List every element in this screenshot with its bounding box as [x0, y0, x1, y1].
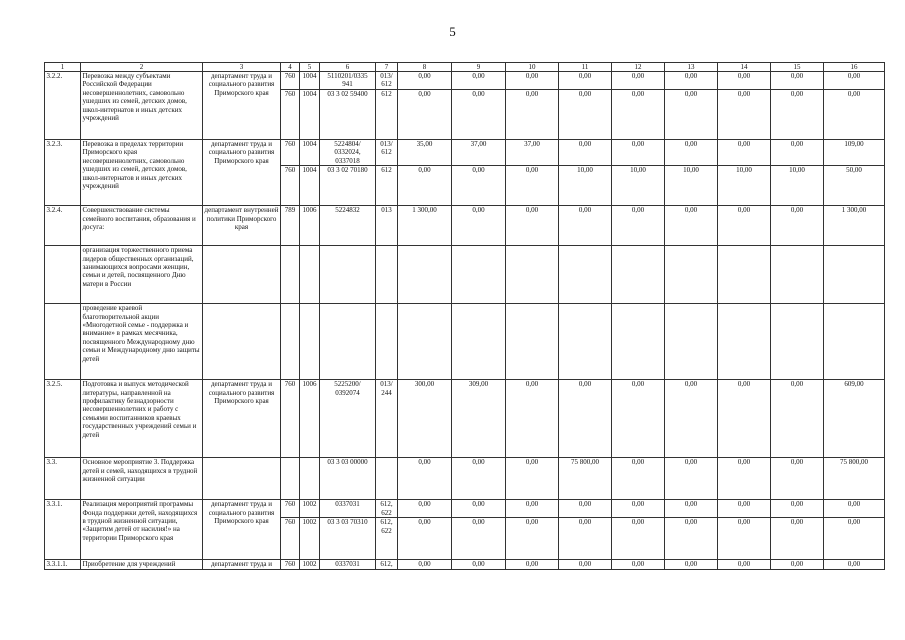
code-cell: 03 3 03 70310	[320, 518, 376, 560]
row-title: Основное мероприятие 3. Поддержка детей и семей, находящихся в трудной жизненной ситуации	[81, 458, 203, 500]
value-cell: 37,00	[452, 140, 506, 166]
value-cell: 0,00	[452, 518, 506, 560]
table-cell	[824, 246, 885, 304]
value-cell: 10,00	[665, 166, 718, 206]
table-cell	[281, 458, 300, 500]
value-cell: 0,00	[506, 518, 559, 560]
value-cell: 0,00	[665, 380, 718, 458]
table-cell	[398, 304, 452, 380]
value-cell: 0,00	[718, 560, 771, 569]
code-cell: 5224832	[320, 206, 376, 246]
column-header: 14	[718, 63, 771, 72]
table-cell	[506, 246, 559, 304]
table-cell: 760	[281, 500, 300, 518]
value-cell: 0,00	[559, 206, 612, 246]
code-cell: 5225200/ 0392074	[320, 380, 376, 458]
value-cell: 0,00	[559, 90, 612, 140]
value-cell: 0,00	[559, 518, 612, 560]
value-cell: 0,00	[771, 140, 824, 166]
executor-cell: департамент внутренней политики Приморского края	[203, 206, 281, 246]
value-cell: 0,00	[771, 90, 824, 140]
value-cell: 0,00	[718, 140, 771, 166]
value-cell: 0,00	[612, 458, 665, 500]
value-cell: 0,00	[452, 72, 506, 90]
column-header: 4	[281, 63, 300, 72]
row-number: 3.3.1.1.	[45, 560, 81, 569]
value-cell: 0,00	[824, 500, 885, 518]
table-cell	[45, 246, 81, 304]
value-cell: 0,00	[771, 518, 824, 560]
table-cell: 760	[281, 72, 300, 90]
row-title: Реализация мероприятий программы Фонда поддержки детей, находящихся в трудной жизненной ситуации, «Защитим детей от насилия!» на территории Приморского края	[81, 500, 203, 560]
value-cell: 0,00	[506, 206, 559, 246]
page-number: 5	[449, 24, 456, 39]
column-header: 6	[320, 63, 376, 72]
table-cell: 1002	[300, 518, 320, 560]
value-cell: 109,00	[824, 140, 885, 166]
value-cell: 0,00	[771, 458, 824, 500]
executor-cell: департамент труда и	[203, 560, 281, 569]
value-cell: 0,00	[771, 206, 824, 246]
value-cell: 0,00	[824, 560, 885, 569]
table-cell	[376, 458, 398, 500]
column-header: 16	[824, 63, 885, 72]
value-cell: 0,00	[398, 500, 452, 518]
column-header: 5	[300, 63, 320, 72]
value-cell: 0,00	[506, 90, 559, 140]
value-cell: 300,00	[398, 380, 452, 458]
table-cell: 612	[376, 166, 398, 206]
table-cell: 612	[376, 90, 398, 140]
value-cell: 0,00	[718, 518, 771, 560]
value-cell: 309,00	[452, 380, 506, 458]
row-title: Перевозка в пределах территории Приморского края несовершеннолетних, самовольно ушедших из семей, детских домов, школ-интернатов и иных детских учреждений	[81, 140, 203, 206]
value-cell: 0,00	[718, 90, 771, 140]
value-cell: 0,00	[665, 458, 718, 500]
table-row	[45, 560, 885, 569]
table-cell	[300, 246, 320, 304]
value-cell: 37,00	[506, 140, 559, 166]
value-cell: 0,00	[559, 140, 612, 166]
value-cell: 0,00	[718, 380, 771, 458]
value-cell: 0,00	[452, 166, 506, 206]
table-row	[45, 246, 885, 304]
value-cell: 0,00	[824, 72, 885, 90]
table-cell	[376, 246, 398, 304]
value-cell: 0,00	[665, 206, 718, 246]
value-cell: 1 300,00	[824, 206, 885, 246]
table-row	[45, 72, 885, 90]
table-cell	[281, 246, 300, 304]
value-cell: 35,00	[398, 140, 452, 166]
table-cell: 1002	[300, 500, 320, 518]
value-cell: 0,00	[398, 518, 452, 560]
table-cell: 1004	[300, 166, 320, 206]
value-cell: 0,00	[771, 380, 824, 458]
table-cell	[203, 246, 281, 304]
table-cell	[771, 304, 824, 380]
value-cell: 0,00	[612, 140, 665, 166]
value-cell: 0,00	[506, 500, 559, 518]
value-cell: 0,00	[612, 560, 665, 569]
column-header: 9	[452, 63, 506, 72]
budget-table	[44, 62, 885, 570]
table-cell: 612,	[376, 560, 398, 569]
value-cell: 0,00	[398, 166, 452, 206]
table-cell	[203, 304, 281, 380]
code-cell: 03 3 03 00000	[320, 458, 376, 500]
value-cell: 0,00	[452, 560, 506, 569]
value-cell: 0,00	[452, 90, 506, 140]
row-number: 3.2.5.	[45, 380, 81, 458]
value-cell: 0,00	[612, 518, 665, 560]
value-cell: 0,00	[559, 380, 612, 458]
value-cell: 0,00	[612, 72, 665, 90]
value-cell: 0,00	[506, 560, 559, 569]
table-row	[45, 206, 885, 246]
table-cell: 760	[281, 560, 300, 569]
table-cell	[300, 458, 320, 500]
table-cell: 013	[376, 206, 398, 246]
table-cell: 760	[281, 166, 300, 206]
table-cell	[452, 246, 506, 304]
column-header: 10	[506, 63, 559, 72]
executor-cell: департамент труда и социального развития Приморского края	[203, 72, 281, 140]
value-cell: 0,00	[559, 72, 612, 90]
value-cell: 0,00	[665, 72, 718, 90]
table-cell: 789	[281, 206, 300, 246]
row-number: 3.2.3.	[45, 140, 81, 206]
value-cell: 0,00	[612, 206, 665, 246]
table-cell: 013/ 612	[376, 72, 398, 90]
table-cell	[300, 304, 320, 380]
code-cell: 03 3 02 70180	[320, 166, 376, 206]
row-title: Приобретение для учреждений	[81, 560, 203, 569]
value-cell: 609,00	[824, 380, 885, 458]
row-title: Подготовка и выпуск методической литературы, направленной на профилактику безнадзорности несовершеннолетних и работу с семьями воспитанников краевых государственных учреждений семьи и детей	[81, 380, 203, 458]
value-cell: 0,00	[398, 72, 452, 90]
table-cell	[559, 246, 612, 304]
table-cell	[506, 304, 559, 380]
value-cell: 0,00	[506, 166, 559, 206]
value-cell: 0,00	[665, 500, 718, 518]
table-row	[45, 304, 885, 380]
table-cell: 013/ 244	[376, 380, 398, 458]
row-number: 3.2.4.	[45, 206, 81, 246]
row-number: 3.3.1.	[45, 500, 81, 560]
table-cell	[612, 246, 665, 304]
table-cell: 013/ 612	[376, 140, 398, 166]
column-header: 11	[559, 63, 612, 72]
row-number: 3.2.2.	[45, 72, 81, 140]
table-cell: 1004	[300, 90, 320, 140]
table-cell	[665, 304, 718, 380]
table-row	[45, 500, 885, 518]
column-header: 7	[376, 63, 398, 72]
column-header: 13	[665, 63, 718, 72]
table-cell	[665, 246, 718, 304]
table-cell	[376, 304, 398, 380]
table-cell	[398, 246, 452, 304]
value-cell: 0,00	[612, 90, 665, 140]
column-header: 8	[398, 63, 452, 72]
table-cell: 760	[281, 380, 300, 458]
value-cell: 0,00	[506, 380, 559, 458]
table-row	[45, 380, 885, 458]
value-cell: 0,00	[771, 560, 824, 569]
value-cell: 0,00	[824, 518, 885, 560]
value-cell: 75 800,00	[824, 458, 885, 500]
table-cell	[718, 246, 771, 304]
code-cell: 5224804/ 0332024, 0337018	[320, 140, 376, 166]
executor-cell	[203, 458, 281, 500]
value-cell: 10,00	[771, 166, 824, 206]
table-cell	[771, 246, 824, 304]
table-cell: 760	[281, 90, 300, 140]
value-cell: 0,00	[452, 458, 506, 500]
table-cell	[612, 304, 665, 380]
value-cell: 0,00	[665, 560, 718, 569]
value-cell: 0,00	[398, 458, 452, 500]
table-cell	[452, 304, 506, 380]
row-title: организация торжественного приема лидеров общественных организаций, занимающихся вопросами женщин, семьи и детей, посвященного Дню матери в России	[81, 246, 203, 304]
table-cell	[320, 304, 376, 380]
value-cell: 0,00	[718, 206, 771, 246]
value-cell: 0,00	[665, 140, 718, 166]
table-cell	[45, 304, 81, 380]
value-cell: 0,00	[718, 458, 771, 500]
table-cell: 1006	[300, 206, 320, 246]
value-cell: 10,00	[612, 166, 665, 206]
value-cell: 0,00	[398, 90, 452, 140]
value-cell: 0,00	[612, 380, 665, 458]
executor-cell: департамент труда и социального развития Приморского края	[203, 140, 281, 206]
value-cell: 0,00	[665, 90, 718, 140]
column-header: 15	[771, 63, 824, 72]
table-cell	[718, 304, 771, 380]
value-cell: 0,00	[506, 72, 559, 90]
row-number: 3.3.	[45, 458, 81, 500]
value-cell: 0,00	[452, 500, 506, 518]
table-cell: 1002	[300, 560, 320, 569]
value-cell: 0,00	[824, 90, 885, 140]
table-cell: 612, 622	[376, 500, 398, 518]
table-cell: 760	[281, 140, 300, 166]
value-cell: 0,00	[559, 560, 612, 569]
table-cell: 1006	[300, 380, 320, 458]
value-cell: 0,00	[559, 500, 612, 518]
table-cell: 1004	[300, 140, 320, 166]
value-cell: 10,00	[559, 166, 612, 206]
value-cell: 0,00	[718, 500, 771, 518]
table-cell	[281, 304, 300, 380]
executor-cell: департамент труда и социального развития Приморского края	[203, 380, 281, 458]
value-cell: 0,00	[718, 72, 771, 90]
value-cell: 0,00	[771, 500, 824, 518]
row-title: проведение краевой благотворительной акции «Многодетной семье - поддержка и внимание» в рамках месячника, посвященного Международному дню семьи и Международному дню защиты детей	[81, 304, 203, 380]
header-row	[45, 63, 885, 72]
executor-cell: департамент труда и социального развития Приморского края	[203, 500, 281, 560]
value-cell: 50,00	[824, 166, 885, 206]
code-cell: 5110201/0335 941	[320, 72, 376, 90]
column-header: 12	[612, 63, 665, 72]
value-cell: 0,00	[506, 458, 559, 500]
value-cell: 0,00	[612, 500, 665, 518]
value-cell: 0,00	[452, 206, 506, 246]
table-cell: 612, 622	[376, 518, 398, 560]
value-cell: 0,00	[665, 518, 718, 560]
column-header: 3	[203, 63, 281, 72]
value-cell: 1 300,00	[398, 206, 452, 246]
table-cell: 760	[281, 518, 300, 560]
table-cell	[320, 246, 376, 304]
column-header: 2	[81, 63, 203, 72]
table-cell	[559, 304, 612, 380]
row-title: Совершенствование системы семейного воспитания, образования и досуга:	[81, 206, 203, 246]
table-cell	[824, 304, 885, 380]
code-cell: 0337031	[320, 560, 376, 569]
row-title: Перевозка между субъектами Российской Федерации несовершеннолетних, самовольно ушедших из семей, детских домов, школ-интернатов и иных детских учреждений	[81, 72, 203, 140]
table-row	[45, 140, 885, 166]
code-cell: 0337031	[320, 500, 376, 518]
value-cell: 0,00	[771, 72, 824, 90]
value-cell: 0,00	[398, 560, 452, 569]
table-cell: 1004	[300, 72, 320, 90]
value-cell: 75 800,00	[559, 458, 612, 500]
code-cell: 03 3 02 59400	[320, 90, 376, 140]
table-row	[45, 458, 885, 500]
column-header: 1	[45, 63, 81, 72]
value-cell: 10,00	[718, 166, 771, 206]
